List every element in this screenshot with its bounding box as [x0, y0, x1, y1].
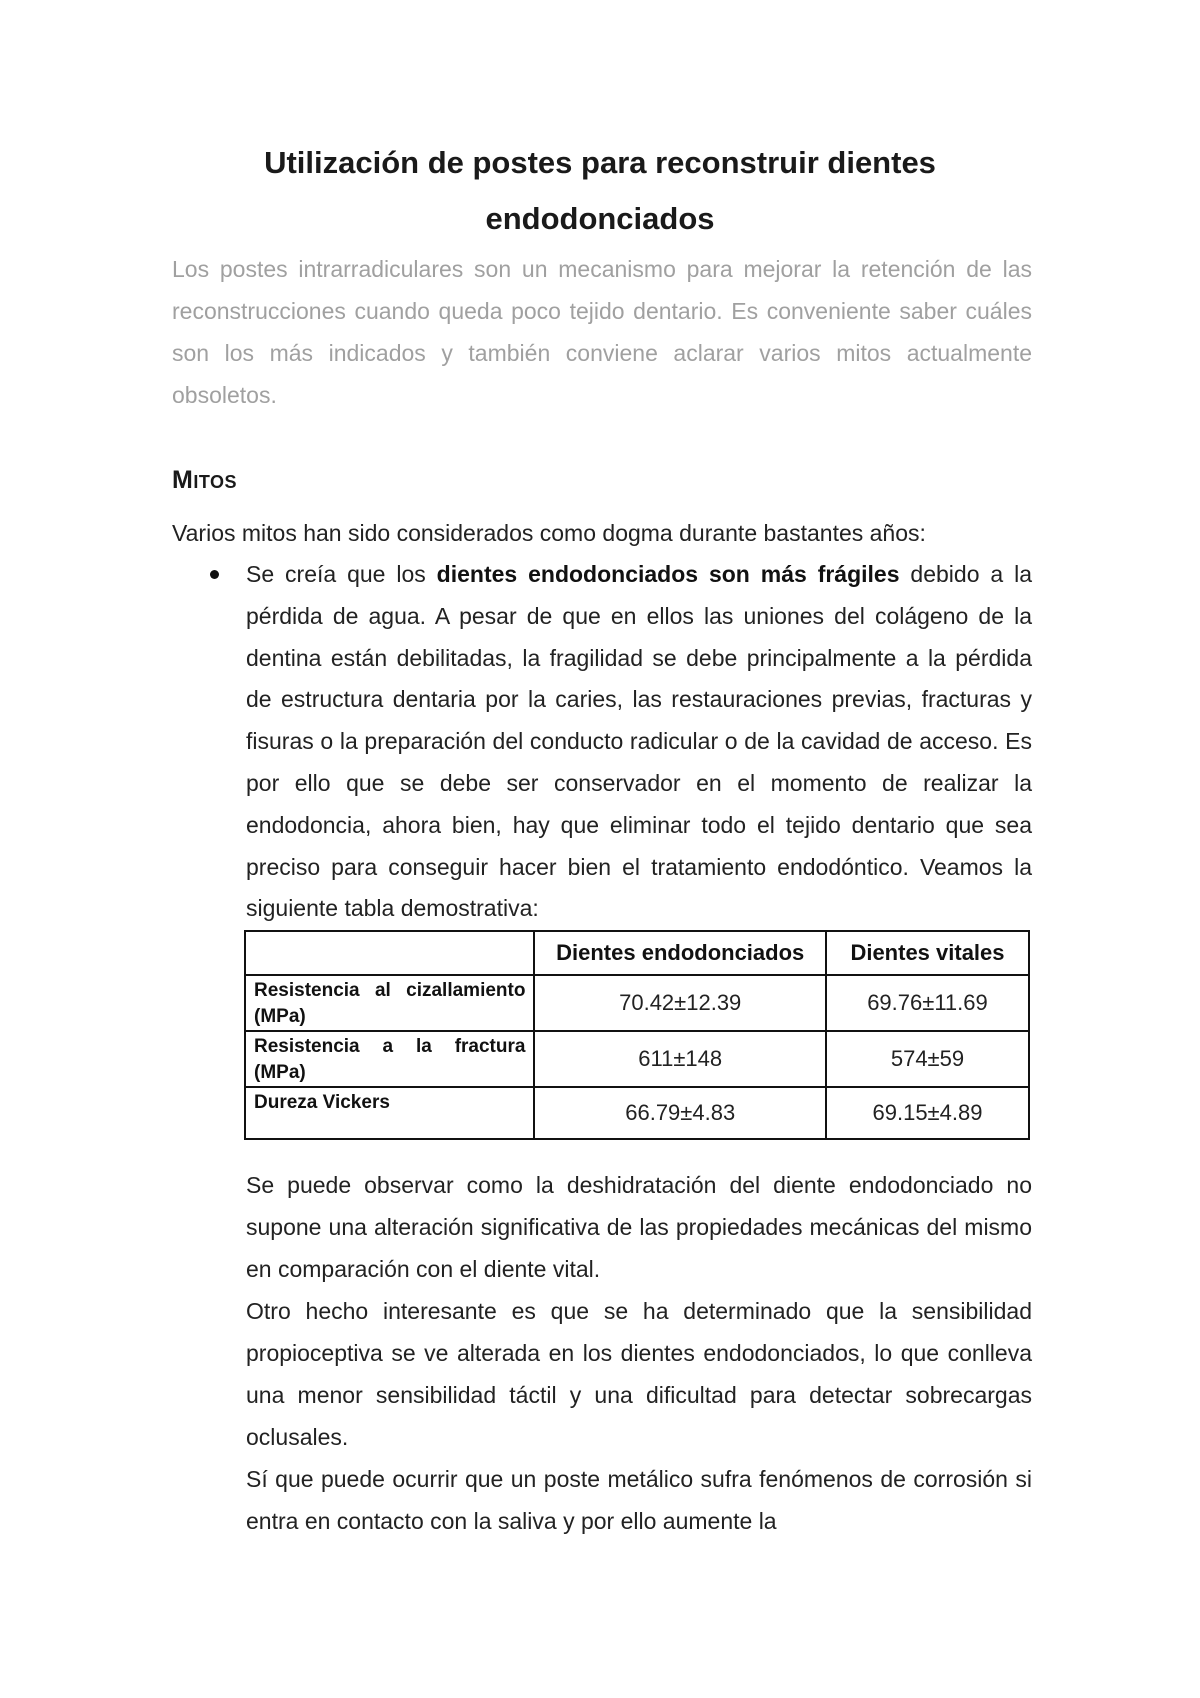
bullet-text-post: debido a la pérdida de agua. A pesar de que en ellos las uniones del colágeno de la dentina están debilitadas, la fragilidad se debe principalmente a la pérdida de estructura dentaria por la caries, las restauraciones previas, fracturas y fisuras o la preparación del conducto radicular o de la cavidad de acceso. Es por ello que se debe ser conservador en el momento de realizar la endodoncia, ahora bien, hay que eliminar todo el tejido dentario que sea preciso para conseguir hacer bien el tratamiento endodóntico. Veamos la siguiente tabla demostrativa:	[246, 561, 1032, 922]
table-header-cell	[245, 931, 534, 975]
table-row-label: Resistencia a la fractura (MPa)	[245, 1031, 534, 1087]
table-row-label: Resistencia al cizallamiento (MPa)	[245, 975, 534, 1031]
bullet-icon	[210, 570, 219, 579]
table-header-row	[245, 931, 1029, 975]
paragraph: Se puede observar como la deshidratación del diente endodonciado no supone una alteración significativa de las propiedades mecánicas del mismo en comparación con el diente vital.	[246, 1172, 1032, 1282]
table-cell: 611±148	[534, 1031, 825, 1087]
document-title	[120, 135, 1080, 247]
paragraph: Sí que puede ocurrir que un poste metálico sufra fenómenos de corrosión si entra en contacto con la saliva y por ello aumente la	[246, 1466, 1032, 1534]
bullet-text-bold: dientes endodonciados son más frágiles	[436, 561, 900, 587]
section-heading-mitos: Mitos	[172, 466, 238, 494]
table-row-label: Dureza Vickers	[245, 1087, 534, 1139]
intro-sentence: Varios mitos han sido considerados como dogma durante bastantes años:	[172, 520, 926, 546]
table-row	[245, 1087, 1029, 1139]
title-line-1: Utilización de postes para reconstruir dientes	[264, 145, 936, 180]
table-cell: 66.79±4.83	[534, 1087, 825, 1139]
bullet-item	[246, 554, 1032, 930]
table-header-cell: Dientes endodonciados	[534, 931, 825, 975]
comparison-table	[244, 930, 1030, 1140]
table-cell: 574±59	[826, 1031, 1029, 1087]
body-paragraphs	[246, 1164, 1032, 1542]
table-row	[245, 975, 1029, 1031]
title-line-2: endodonciados	[485, 201, 715, 236]
table-cell: 69.76±11.69	[826, 975, 1029, 1031]
table-cell: 69.15±4.89	[826, 1087, 1029, 1139]
table-header-cell: Dientes vitales	[826, 931, 1029, 975]
table-row	[245, 1031, 1029, 1087]
table-cell: 70.42±12.39	[534, 975, 825, 1031]
bullet-text-pre: Se creía que los	[246, 561, 437, 587]
paragraph: Otro hecho interesante es que se ha determinado que la sensibilidad propioceptiva se ve alterada en los dientes endodonciados, lo que conlleva una menor sensibilidad táctil y una dificultad para detectar sobrecargas oclusales.	[246, 1298, 1032, 1450]
lead-paragraph: Los postes intrarradiculares son un mecanismo para mejorar la retención de las reconstrucciones cuando queda poco tejido dentario. Es conveniente saber cuáles son los más indicados y también conviene aclarar varios mitos actualmente obsoletos.	[172, 256, 1032, 408]
